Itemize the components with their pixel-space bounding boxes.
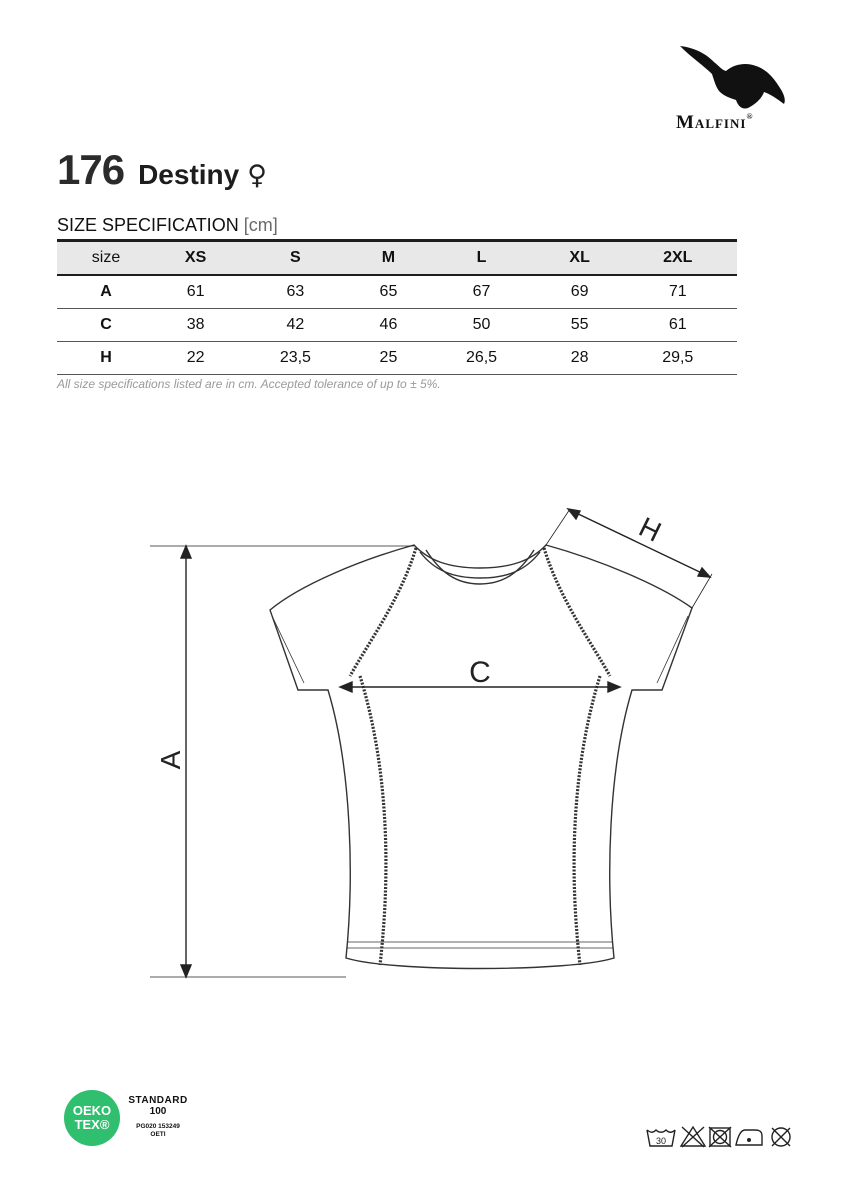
table-cell: 71 bbox=[668, 283, 687, 300]
table-cell: 55 bbox=[570, 316, 589, 333]
female-icon: ♀ bbox=[247, 160, 268, 191]
table-row bbox=[57, 309, 737, 342]
table-cell: 61 bbox=[186, 283, 205, 300]
header-size: XS bbox=[184, 249, 207, 266]
table-row bbox=[57, 275, 737, 309]
row-label: H bbox=[100, 349, 112, 366]
table-cell: 38 bbox=[186, 316, 205, 333]
iron-low-icon bbox=[736, 1130, 762, 1145]
row-label: A bbox=[100, 283, 112, 300]
header-size: M bbox=[381, 249, 396, 266]
oeko-tex-badge: OEKO TEX® bbox=[64, 1090, 120, 1146]
header-size: XL bbox=[569, 249, 590, 266]
header-size: L bbox=[476, 249, 487, 266]
table-row bbox=[57, 342, 737, 375]
product-title bbox=[57, 146, 267, 194]
measure-label-a: A bbox=[155, 750, 186, 770]
table-cell: 50 bbox=[472, 316, 491, 333]
table-cell: 29,5 bbox=[662, 349, 694, 366]
size-table bbox=[57, 239, 737, 375]
no-tumble-dry-icon bbox=[709, 1127, 731, 1147]
care-symbols bbox=[645, 1124, 797, 1150]
tolerance-note: All size specifications listed are in cm. Accepted tolerance of up to ± 5%. bbox=[57, 377, 441, 391]
table-cell: 42 bbox=[286, 316, 305, 333]
row-label: C bbox=[100, 316, 112, 333]
table-cell: 63 bbox=[286, 283, 305, 300]
size-table-header bbox=[57, 241, 737, 276]
measure-label-h: H bbox=[634, 511, 667, 548]
no-bleach-icon bbox=[681, 1127, 705, 1147]
measure-label-c: C bbox=[469, 656, 491, 689]
tshirt-measurement-diagram bbox=[0, 490, 849, 990]
table-cell: 22 bbox=[186, 349, 205, 366]
table-cell: 46 bbox=[379, 316, 398, 333]
header-size-label: size bbox=[91, 249, 121, 266]
header-size: S bbox=[290, 249, 301, 266]
brand-wordmark: Malfini® bbox=[676, 112, 754, 133]
table-cell: 69 bbox=[570, 283, 589, 300]
product-name: Destiny bbox=[138, 159, 240, 190]
no-dry-clean-icon bbox=[772, 1128, 790, 1146]
size-spec-heading: SIZE SPECIFICATION [cm] bbox=[57, 215, 278, 235]
table-cell: 26,5 bbox=[465, 349, 498, 366]
table-cell: 28 bbox=[570, 349, 589, 366]
table-cell: 23,5 bbox=[279, 349, 311, 366]
malfini-bird-logo bbox=[676, 40, 788, 112]
oeko-tex-standard: STANDARD 100 PG020 153249 OETI bbox=[128, 1095, 188, 1138]
product-code: 176 bbox=[57, 146, 125, 193]
table-cell: 65 bbox=[379, 283, 398, 300]
table-cell: 25 bbox=[379, 349, 398, 366]
table-cell: 67 bbox=[472, 283, 491, 300]
header-size: 2XL bbox=[663, 249, 693, 266]
wash-temp: 30 bbox=[655, 1136, 667, 1146]
table-cell: 61 bbox=[668, 316, 687, 333]
